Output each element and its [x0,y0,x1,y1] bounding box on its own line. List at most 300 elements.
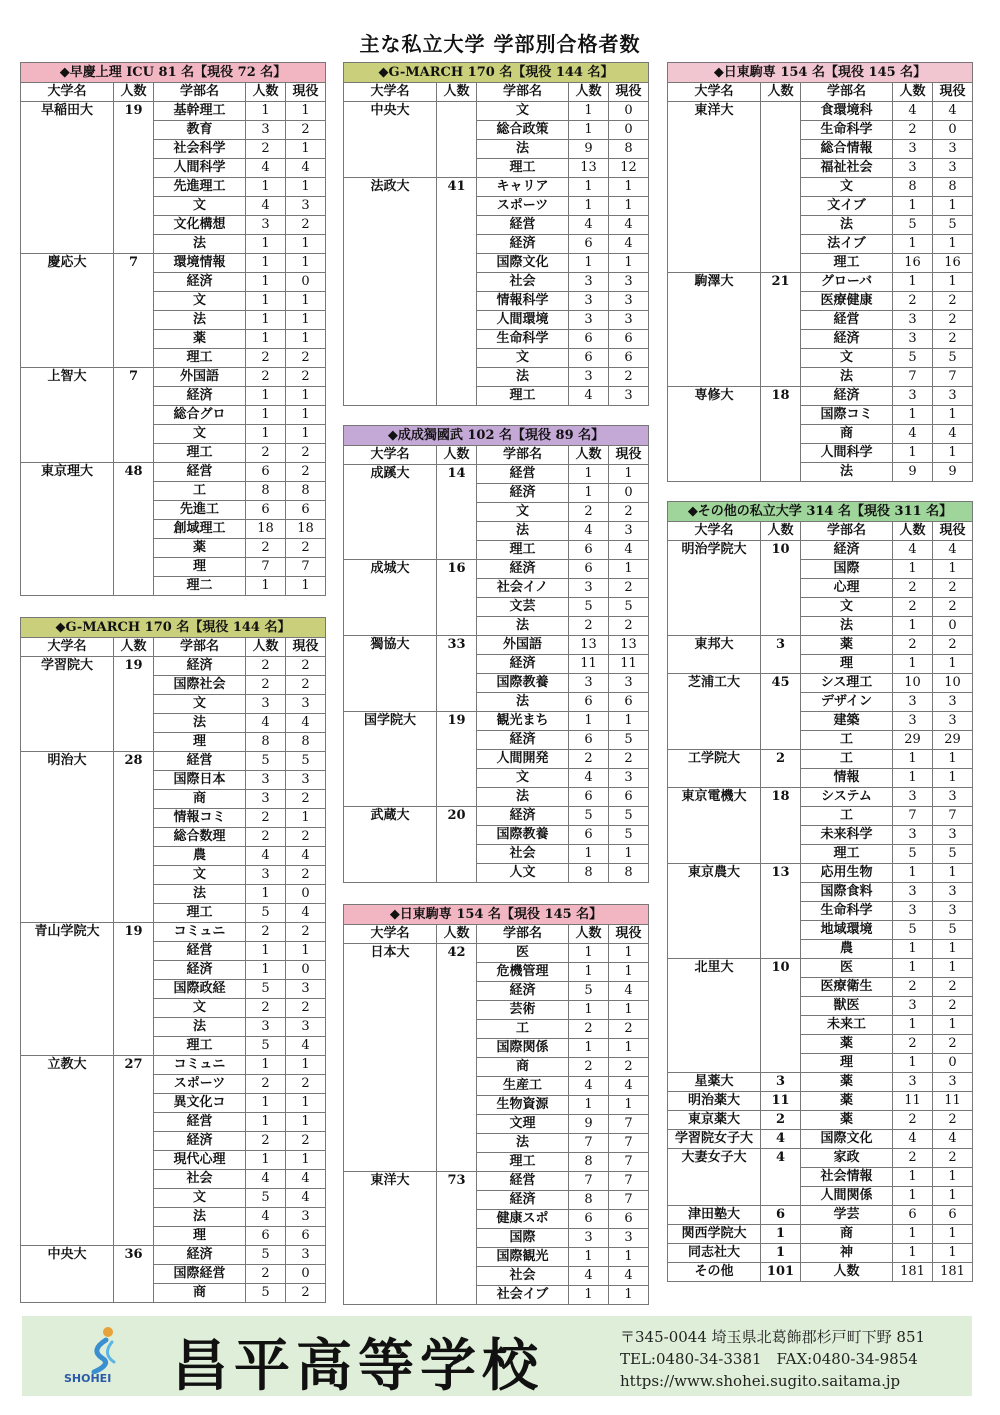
table-row [668,788,973,807]
department-name: 経済 [154,657,246,676]
department-count: 1 [246,1151,286,1170]
department-name: 文 [801,598,893,617]
department-current: 1 [933,1244,973,1263]
department-name: 家政 [801,1149,893,1168]
table-row [344,1172,649,1191]
department-name: 理 [154,733,246,752]
department-name: 経済 [477,560,569,579]
department-name: 理工 [801,254,893,273]
department-count: 1 [893,197,933,216]
department-current: 8 [286,733,326,752]
department-count: 5 [569,807,609,826]
department-name: 国際食料 [801,883,893,902]
department-count: 6 [569,826,609,845]
university-name: 中央大 [21,1246,114,1303]
department-count: 3 [893,997,933,1016]
university-count: 28 [114,752,154,923]
department-count: 3 [893,788,933,807]
department-count: 5 [246,980,286,999]
department-count: 6 [569,330,609,349]
table-row [668,273,973,292]
department-current: 12 [609,159,649,178]
department-name: 文 [477,349,569,368]
department-current: 1 [286,292,326,311]
department-count: 1 [893,940,933,959]
department-count: 2 [893,1035,933,1054]
university-name: 芝浦工大 [668,674,761,750]
department-current: 0 [609,102,649,121]
department-current: 0 [609,121,649,140]
department-name: 国際経営 [154,1265,246,1284]
department-count: 2 [893,579,933,598]
table-row [21,1246,326,1265]
university-name: 武蔵大 [344,807,437,883]
department-current: 1 [286,942,326,961]
table-row [668,1149,973,1168]
department-current: 2 [609,503,649,522]
department-name: 商 [154,790,246,809]
department-name: 法 [154,885,246,904]
university-name: 成城大 [344,560,437,636]
department-count: 1 [569,845,609,864]
department-count: 1 [246,330,286,349]
university-name: 立教大 [21,1056,114,1246]
department-name: 農 [801,940,893,959]
university-name: 上智大 [21,368,114,463]
department-count: 4 [246,1170,286,1189]
department-current: 8 [286,482,326,501]
department-current: 4 [609,216,649,235]
department-name: 異文化コ [154,1094,246,1113]
department-name: グローバ [801,273,893,292]
department-current: 16 [933,254,973,273]
department-count: 4 [569,1077,609,1096]
section-header: ◆成成獨國武 102 名【現役 89 名】 [343,425,649,445]
department-current: 5 [609,731,649,750]
department-current: 1 [609,1096,649,1115]
university-count [437,102,477,178]
department-name: 人文 [477,864,569,883]
department-current: 5 [933,349,973,368]
column-header-department: 学部名 [801,522,893,541]
department-current: 1 [286,330,326,349]
department-count: 1 [893,1168,933,1187]
department-name: シス理工 [801,674,893,693]
department-name: 経済 [477,982,569,1001]
university-count: 18 [761,387,801,482]
department-count: 9 [569,140,609,159]
column-header-department: 学部名 [801,83,893,102]
department-count: 6 [569,693,609,712]
department-count: 8 [569,1191,609,1210]
department-current: 1 [609,1001,649,1020]
department-name: キャリア [477,178,569,197]
university-name: 日本大 [344,944,437,1172]
column-header-university: 大学名 [668,522,761,541]
department-current: 2 [933,1035,973,1054]
department-current: 3 [286,695,326,714]
column-header-count: 人数 [437,446,477,465]
school-address: 〒345-0044 埼玉県北葛飾郡杉戸町下野 851 [620,1328,926,1346]
department-count: 1 [893,444,933,463]
department-name: 法 [154,714,246,733]
department-count: 1 [246,235,286,254]
department-name: 法 [801,617,893,636]
department-name: 人間環境 [477,311,569,330]
department-current: 3 [609,311,649,330]
university-count: 3 [761,636,801,674]
department-current: 4 [286,1189,326,1208]
department-current: 0 [286,961,326,980]
university-name: 星薬大 [668,1073,761,1092]
department-current: 5 [933,845,973,864]
department-current: 4 [286,904,326,923]
department-count: 5 [893,921,933,940]
department-count: 181 [893,1263,933,1282]
section-nittokomasen-table-2 [343,904,649,1305]
table-row [344,465,649,484]
department-current: 1 [933,750,973,769]
column-header-university: 大学名 [344,446,437,465]
university-count: 4 [761,1130,801,1149]
department-current: 1 [286,140,326,159]
department-name: 法 [477,788,569,807]
table-row [668,1073,973,1092]
department-current: 4 [609,235,649,254]
department-current: 6 [286,1227,326,1246]
department-name: 芸術 [477,1001,569,1020]
column-header-department: 学部名 [477,446,569,465]
department-current: 2 [286,349,326,368]
department-current: 1 [286,1056,326,1075]
department-count: 1 [893,769,933,788]
department-current: 2 [286,923,326,942]
department-count: 8 [246,733,286,752]
table-row [344,560,649,579]
department-current: 2 [933,1111,973,1130]
university-name: 成蹊大 [344,465,437,560]
table-row [668,1244,973,1263]
department-count: 3 [893,826,933,845]
table-row [344,102,649,121]
department-count: 3 [893,693,933,712]
department-name: 法 [801,463,893,482]
department-current: 2 [933,997,973,1016]
department-current: 1 [286,1094,326,1113]
department-name: 法 [477,1134,569,1153]
department-current: 1 [933,940,973,959]
table-row [344,636,649,655]
department-count: 5 [246,904,286,923]
department-name: 総合政策 [477,121,569,140]
department-current: 11 [609,655,649,674]
table-row [668,1092,973,1111]
department-current: 6 [609,1210,649,1229]
department-count: 18 [246,520,286,539]
table-row [668,636,973,655]
section-header: ◆日東駒専 154 名【現役 145 名】 [667,62,973,82]
department-name: 文 [477,102,569,121]
department-name: 人間開発 [477,750,569,769]
department-count: 8 [569,1153,609,1172]
department-name: 文 [154,292,246,311]
department-count: 2 [246,923,286,942]
university-name: 獨協大 [344,636,437,712]
department-name: 人間科学 [801,444,893,463]
department-current: 2 [933,636,973,655]
department-name: 薬 [801,636,893,655]
department-current: 3 [609,1229,649,1248]
department-current: 7 [609,1172,649,1191]
department-name: 文 [801,178,893,197]
department-current: 1 [609,1039,649,1058]
department-current: 1 [609,178,649,197]
department-current: 1 [286,425,326,444]
department-count: 29 [893,731,933,750]
department-current: 4 [933,1130,973,1149]
department-count: 1 [893,655,933,674]
department-name: 法 [801,368,893,387]
department-current: 10 [933,674,973,693]
university-name: 早稲田大 [21,102,114,254]
department-count: 1 [893,959,933,978]
department-current: 6 [609,788,649,807]
department-name: 薬 [801,1092,893,1111]
department-current: 1 [933,655,973,674]
department-name: 理 [801,655,893,674]
column-header-university: 大学名 [668,83,761,102]
department-name: 法 [154,1018,246,1037]
department-count: 2 [893,1111,933,1130]
department-name: 医 [801,959,893,978]
column-header-dept-count: 人数 [246,83,286,102]
department-name: 生命科学 [801,121,893,140]
department-name: 経営 [477,216,569,235]
department-current: 0 [286,1265,326,1284]
university-count: 10 [761,959,801,1073]
department-count: 1 [569,944,609,963]
department-name: 経営 [477,465,569,484]
department-current: 1 [609,944,649,963]
department-count: 1 [893,273,933,292]
department-current: 8 [609,864,649,883]
department-current: 4 [609,541,649,560]
column-header-dept-count: 人数 [569,925,609,944]
university-name: 青山学院大 [21,923,114,1056]
university-count: 42 [437,944,477,1172]
department-current: 2 [286,657,326,676]
department-name: 国際関係 [477,1039,569,1058]
department-current: 7 [609,1153,649,1172]
department-count: 4 [893,541,933,560]
department-current: 4 [286,159,326,178]
department-name: 心理 [801,579,893,598]
department-current: 2 [609,1020,649,1039]
department-current: 0 [933,617,973,636]
department-count: 5 [569,598,609,617]
department-current: 2 [286,121,326,140]
column-header-current: 現役 [609,83,649,102]
department-current: 4 [286,714,326,733]
university-count: 19 [437,712,477,807]
department-name: 商 [154,1284,246,1303]
department-count: 13 [569,159,609,178]
department-current: 29 [933,731,973,750]
department-current: 3 [609,387,649,406]
department-name: 未来工 [801,1016,893,1035]
department-count: 1 [246,885,286,904]
department-current: 2 [933,598,973,617]
department-current: 4 [609,1077,649,1096]
department-current: 7 [609,1134,649,1153]
university-count: 101 [761,1263,801,1282]
header-row [668,522,973,541]
department-count: 5 [893,845,933,864]
department-count: 3 [893,140,933,159]
department-current: 3 [933,140,973,159]
department-name: システム [801,788,893,807]
department-count: 3 [246,695,286,714]
department-count: 5 [246,1037,286,1056]
school-phone-fax: TEL:0480-34-3381 FAX:0480-34-9854 [620,1350,918,1368]
department-name: 工 [154,482,246,501]
department-name: 工 [801,750,893,769]
department-current: 5 [609,826,649,845]
department-count: 3 [893,311,933,330]
department-current: 2 [286,1132,326,1151]
column-header-count: 人数 [114,638,154,657]
table-row [668,1225,973,1244]
department-name: 情報科学 [477,292,569,311]
department-name: 生命科学 [477,330,569,349]
department-count: 2 [569,1058,609,1077]
department-count: 6 [569,235,609,254]
university-name: 学習院女子大 [668,1130,761,1149]
department-current: 2 [286,790,326,809]
university-count: 2 [761,750,801,788]
department-count: 1 [893,864,933,883]
department-name: 医療衛生 [801,978,893,997]
department-current: 2 [286,676,326,695]
university-name: 中央大 [344,102,437,178]
university-count: 6 [761,1206,801,1225]
department-current: 1 [933,864,973,883]
section-gmarch-table-2 [343,62,649,406]
university-count: 1 [761,1244,801,1263]
department-count: 1 [569,1286,609,1305]
department-name: 国際教養 [477,674,569,693]
department-count: 1 [246,311,286,330]
department-count: 8 [246,482,286,501]
department-name: 理工 [154,1037,246,1056]
department-count: 3 [893,883,933,902]
department-count: 3 [893,159,933,178]
department-current: 2 [933,292,973,311]
department-current: 1 [609,963,649,982]
university-count: 41 [437,178,477,406]
department-count: 6 [246,1227,286,1246]
department-count: 9 [893,463,933,482]
department-count: 1 [246,961,286,980]
department-current: 4 [286,847,326,866]
department-name: コミュニ [154,1056,246,1075]
university-count: 20 [437,807,477,883]
department-current: 6 [286,501,326,520]
school-name: 昌平高等学校 [172,1334,544,1399]
university-count: 19 [114,102,154,254]
department-count: 2 [246,444,286,463]
department-name: 学芸 [801,1206,893,1225]
department-current: 1 [286,311,326,330]
department-name: 環境情報 [154,254,246,273]
university-count [761,102,801,273]
department-name: 理工 [801,845,893,864]
table-row [668,959,973,978]
department-name: 理工 [154,444,246,463]
university-count: 21 [761,273,801,387]
department-name: 社会科学 [154,140,246,159]
logo-wordmark: SHOHEI [64,1372,112,1385]
department-current: 3 [609,674,649,693]
department-name: 経営 [477,1172,569,1191]
university-name: 駒澤大 [668,273,761,387]
department-current: 1 [609,845,649,864]
department-name: 国際日本 [154,771,246,790]
table-row [668,1130,973,1149]
department-count: 5 [893,349,933,368]
department-current: 3 [609,522,649,541]
department-current: 2 [286,828,326,847]
table-row [21,752,326,771]
column-header-count: 人数 [437,925,477,944]
column-header-university: 大学名 [344,83,437,102]
department-count: 4 [246,1208,286,1227]
department-count: 2 [569,503,609,522]
department-current: 2 [286,1284,326,1303]
department-current: 3 [933,883,973,902]
department-count: 3 [569,1229,609,1248]
department-count: 6 [569,1210,609,1229]
department-count: 4 [246,847,286,866]
department-count: 5 [246,1284,286,1303]
department-count: 3 [569,674,609,693]
department-count: 4 [569,522,609,541]
department-count: 2 [893,292,933,311]
department-name: 法 [477,368,569,387]
department-current: 1 [286,387,326,406]
department-current: 1 [933,1016,973,1035]
department-count: 7 [893,807,933,826]
department-name: 法 [477,617,569,636]
section-header: ◆その他の私立大学 314 名【現役 311 名】 [667,501,973,521]
department-current: 2 [933,311,973,330]
university-count: 7 [114,254,154,368]
table-row [668,674,973,693]
department-count: 4 [893,1130,933,1149]
department-name: 生産工 [477,1077,569,1096]
department-current: 7 [933,807,973,826]
department-current: 7 [286,558,326,577]
school-website-link[interactable]: https://www.shohei.sugito.saitama.jp [620,1372,901,1390]
department-name: 薬 [154,330,246,349]
department-count: 1 [893,1054,933,1073]
department-count: 6 [569,731,609,750]
department-name: 社会イブ [477,1286,569,1305]
university-name: 明治大 [21,752,114,923]
department-count: 3 [569,311,609,330]
department-current: 3 [286,1018,326,1037]
department-current: 1 [933,1225,973,1244]
